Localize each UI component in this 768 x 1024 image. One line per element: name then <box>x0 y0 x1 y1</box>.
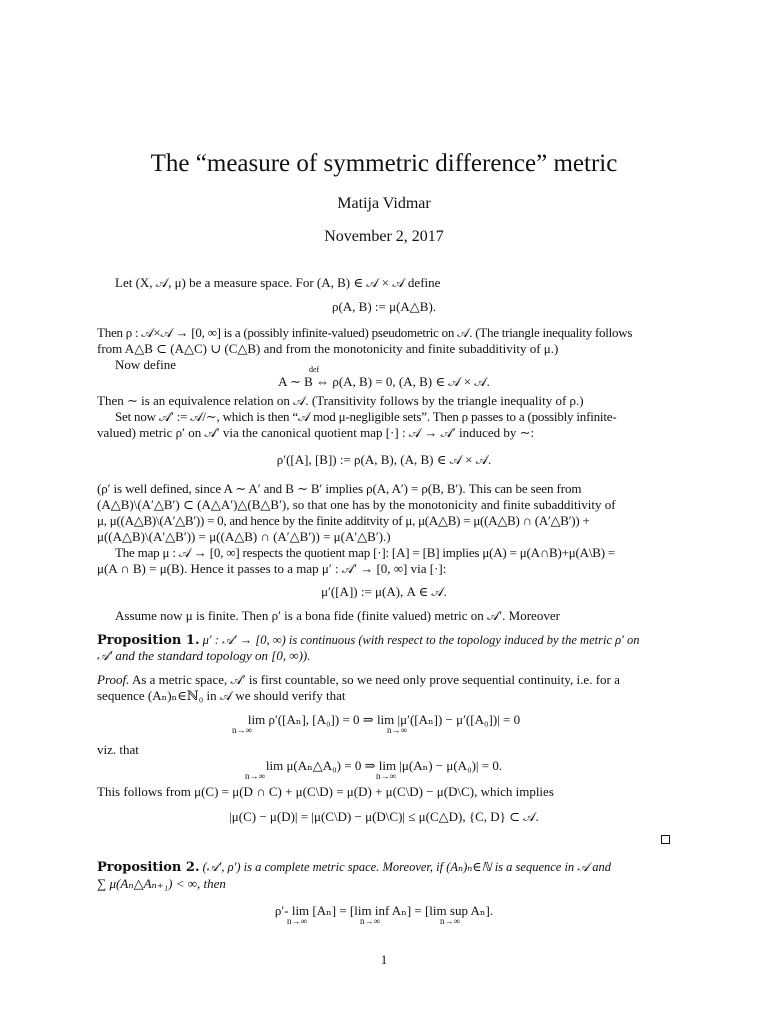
limit-subscript: n→∞ <box>440 916 460 926</box>
text-line: Assume now μ is finite. Then ρ′ is a bona fide (finite valued) metric on 𝒜′. Moreover <box>115 608 560 623</box>
paper-title: The “measure of symmetric difference” metric <box>150 150 618 177</box>
page-number: 1 <box>380 952 388 967</box>
text-line: Set now 𝒜′ := 𝒜/∼, which is then “𝒜 mod μ-negligible sets”. Then ρ passes to a (possibly infinite- <box>115 409 617 424</box>
proposition-text: μ′ : 𝒜′ → [0, ∞) is continuous (with respect to the topology induced by the metric ρ′ on <box>202 633 640 647</box>
text-line: Let (X, 𝒜, μ) be a measure space. For (A, B) ∈ 𝒜 × 𝒜 define <box>115 275 441 290</box>
proof-label: Proof. <box>97 672 130 687</box>
limit-subscript: n→∞ <box>360 916 380 926</box>
proposition-2 <box>97 859 671 876</box>
text-line: (A△B)\(A′△B′) ⊂ (A△A′)△(B△B′), so that one has by the monotonicity and finite subadditivity of <box>97 497 616 512</box>
proposition-1 <box>97 632 671 649</box>
text-line: μ(A ∩ B) = μ(B). Hence it passes to a map μ′ : 𝒜′ → [0, ∞] via [·]: <box>97 561 447 576</box>
equation: |μ(C) − μ(D)| = |μ(C\D) − μ(D\C)| ≤ μ(C△D), {C, D} ⊂ 𝒜. <box>229 809 539 824</box>
proposition-text: 𝒜′ and the standard topology on [0, ∞)). <box>97 648 311 663</box>
equation: μ′([A]) := μ(A), A ∈ 𝒜. <box>321 584 447 599</box>
text-line: valued) metric ρ′ on 𝒜′ via the canonical quotient map [·] : 𝒜 → 𝒜′ induced by ∼: <box>97 425 535 440</box>
def-annotation: def <box>309 365 320 374</box>
text-line: This follows from μ(C) = μ(D ∩ C) + μ(C\D) = μ(D) + μ(C\D) − μ(D\C), which implies <box>97 784 554 799</box>
proposition-label: Proposition 2. <box>97 860 200 875</box>
proof-text: As a metric space, 𝒜′ is first countable, so we need only prove sequential continuity, i.e. for a <box>131 672 620 687</box>
text-line: μ((A△B)\(A′△B′)) = μ((A△B) ∩ (A′△B′)) = μ(A′△B′).) <box>97 529 391 544</box>
proposition-text: (𝒜′, ρ′) is a complete metric space. Moreover, if (Aₙ)ₙ∈ℕ is a sequence in 𝒜 and <box>202 860 612 874</box>
text-line: (ρ′ is well defined, since A ∼ A′ and B ∼ B′ implies ρ(A, A′) = ρ(B, B′). This can be seen from <box>97 481 582 496</box>
proposition-text: ∑ μ(Aₙ△Aₙ₊₁) < ∞, then <box>97 876 226 891</box>
limit-subscript: n→∞ <box>245 771 265 781</box>
text-line: μ, μ((A△B)\(A′△B′)) = 0, and hence by the finite additvity of μ, μ(A△B) = μ((A△B) ∩ (A′△B′)) + <box>97 513 590 528</box>
proof-line <box>97 672 671 688</box>
limit-subscript: n→∞ <box>232 725 252 735</box>
proposition-label: Proposition 1. <box>97 633 200 648</box>
qed-square-icon <box>661 835 670 844</box>
equation: ρ′- lim [Aₙ] = [lim inf Aₙ] = [lim sup Aₙ]. <box>274 903 494 918</box>
limit-subscript: n→∞ <box>287 916 307 926</box>
equation: ρ(A, B) := μ(A△B). <box>331 299 437 314</box>
text-line: The map μ : 𝒜 → [0, ∞] respects the quotient map [·]: [A] = [B] implies μ(A) = μ(A∩B)+μ(A\B) = <box>115 545 616 560</box>
text-line: Then ρ : 𝒜×𝒜 → [0, ∞] is a (possibly infinite-valued) pseudometric on 𝒜. (The triangle inequality follows <box>97 325 633 340</box>
equation: lim μ(Aₙ△A₀) = 0 ⇒ lim |μ(Aₙ) − μ(A₀)| = 0. <box>265 758 503 773</box>
text-line: from A△B ⊂ (A△C) ∪ (C△B) and from the monotonicity and finite subadditivity of μ.) <box>97 341 559 356</box>
limit-subscript: n→∞ <box>387 725 407 735</box>
text-line: viz. that <box>97 742 139 757</box>
author-name: Matija Vidmar <box>337 195 431 212</box>
equation: lim ρ′([Aₙ], [A₀]) = 0 ⇒ lim |μ′([Aₙ]) − μ′([A₀])| = 0 <box>247 712 521 727</box>
text-line: Now define <box>115 357 177 372</box>
equation: ρ′([A], [B]) := ρ(A, B), (A, B) ∈ 𝒜 × 𝒜. <box>276 452 492 467</box>
text-line: Then ∼ is an equivalence relation on 𝒜. (Transitivity follows by the triangle inequality of ρ.) <box>97 393 584 408</box>
equation: A ∼ B ⇔ ρ(A, B) = 0, (A, B) ∈ 𝒜 × 𝒜. <box>278 374 490 389</box>
limit-subscript: n→∞ <box>376 771 396 781</box>
paper-date: November 2, 2017 <box>324 228 444 245</box>
text-line: sequence (Aₙ)ₙ∈ℕ₀ in 𝒜 we should verify that <box>97 688 346 703</box>
